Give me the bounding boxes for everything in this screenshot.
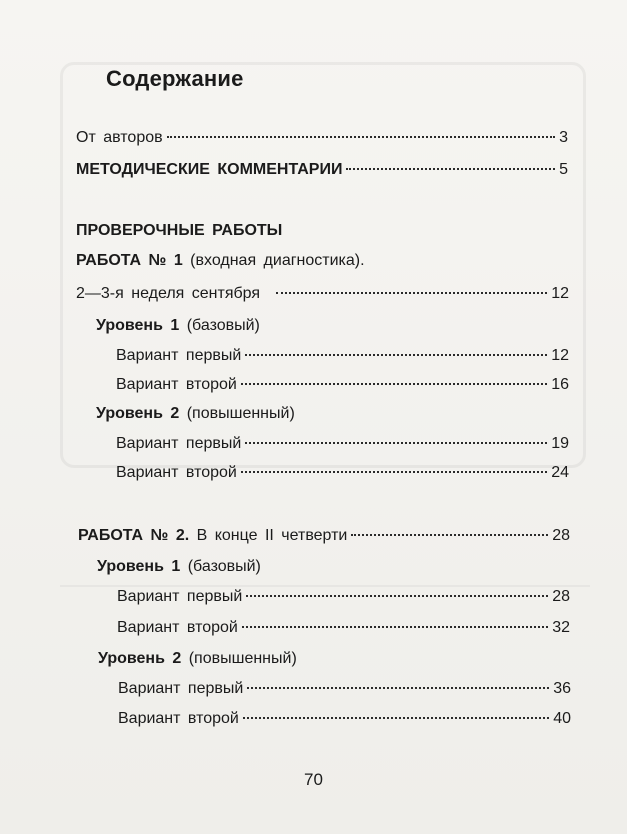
dot-leader — [243, 716, 549, 719]
dot-leader — [351, 533, 548, 536]
level-description: (повышенный) — [186, 405, 295, 422]
toc-entry-work1-level1-variant2 — [116, 375, 569, 395]
work2-heading-bold: РАБОТА № 2. — [78, 527, 190, 544]
work2-level1-heading — [97, 558, 261, 576]
work1-heading — [76, 252, 365, 270]
toc-page-number: 28 — [552, 588, 570, 605]
toc-label: Вариант первый — [117, 588, 243, 605]
toc-entry-work1-level2-variant1 — [116, 434, 569, 454]
dot-leader — [242, 625, 548, 628]
toc-label: 2—3-я неделя сентября — [76, 285, 261, 302]
toc-entry-authors — [76, 128, 568, 148]
toc-label: Вариант второй — [116, 376, 237, 393]
toc-page-number: 5 — [559, 161, 568, 178]
toc-label: Вариант второй — [116, 464, 237, 481]
toc-entry-work1-timing — [76, 284, 569, 304]
level-description: (базовый) — [187, 558, 261, 575]
toc-entry-work2-level2-variant2 — [118, 709, 571, 729]
work1-level1-heading — [96, 317, 260, 335]
level-description: (повышенный) — [188, 650, 297, 667]
dot-leader — [167, 135, 555, 138]
toc-label — [78, 526, 347, 546]
work1-level2-heading — [96, 405, 295, 423]
dot-leader — [241, 470, 547, 473]
toc-page-number: 19 — [551, 435, 569, 452]
toc-label: МЕТОДИЧЕСКИЕ КОММЕНТАРИИ — [76, 161, 343, 178]
section-heading: ПРОВЕРОЧНЫЕ РАБОТЫ — [76, 222, 283, 239]
dot-leader — [346, 167, 555, 170]
dot-leader — [246, 594, 548, 597]
toc-label: От авторов — [76, 129, 163, 146]
toc-page-number: 24 — [551, 464, 569, 481]
footer-page-number: 70 — [304, 770, 323, 789]
toc-page-number: 12 — [551, 285, 569, 302]
level-label: Уровень 2 — [98, 650, 182, 667]
dot-leader — [245, 353, 547, 356]
toc-entry-work2 — [78, 526, 570, 546]
toc-label: Вариант первый — [116, 435, 242, 452]
work1-heading-rest: (входная диагностика). — [190, 252, 365, 269]
dot-leader — [245, 441, 547, 444]
level-label: Уровень 1 — [97, 558, 181, 575]
toc-page-number: 40 — [553, 710, 571, 727]
toc-page-number: 28 — [552, 527, 570, 544]
toc-entry-work2-level2-variant1 — [118, 679, 571, 699]
toc-page-number: 3 — [559, 129, 568, 146]
toc-entry-work1-level2-variant2 — [116, 463, 569, 483]
toc-entry-work1-level1-variant1 — [116, 346, 569, 366]
toc-label: Вариант второй — [118, 710, 239, 727]
dot-leader — [276, 291, 547, 294]
level-description: (базовый) — [186, 317, 260, 334]
toc-page-number: 32 — [552, 619, 570, 636]
work2-heading-rest: В конце II четверти — [196, 527, 348, 544]
level-label: Уровень 1 — [96, 317, 180, 334]
level-label: Уровень 2 — [96, 405, 180, 422]
toc-label: Вариант первый — [116, 347, 242, 364]
work2-level2-heading — [98, 650, 297, 668]
toc-entry-work2-level1-variant2 — [117, 618, 570, 638]
toc-page-number: 36 — [553, 680, 571, 697]
work1-heading-bold: РАБОТА № 1 — [76, 252, 183, 269]
toc-page-number: 12 — [551, 347, 569, 364]
toc-page-number: 16 — [551, 376, 569, 393]
toc-label: Вариант первый — [118, 680, 244, 697]
page-title: Содержание — [106, 66, 244, 91]
toc-entry-work2-level1-variant1 — [117, 587, 570, 607]
toc-entry-methodical-comments — [76, 160, 568, 180]
dot-leader — [247, 686, 549, 689]
dot-leader — [241, 382, 547, 385]
toc-label: Вариант второй — [117, 619, 238, 636]
